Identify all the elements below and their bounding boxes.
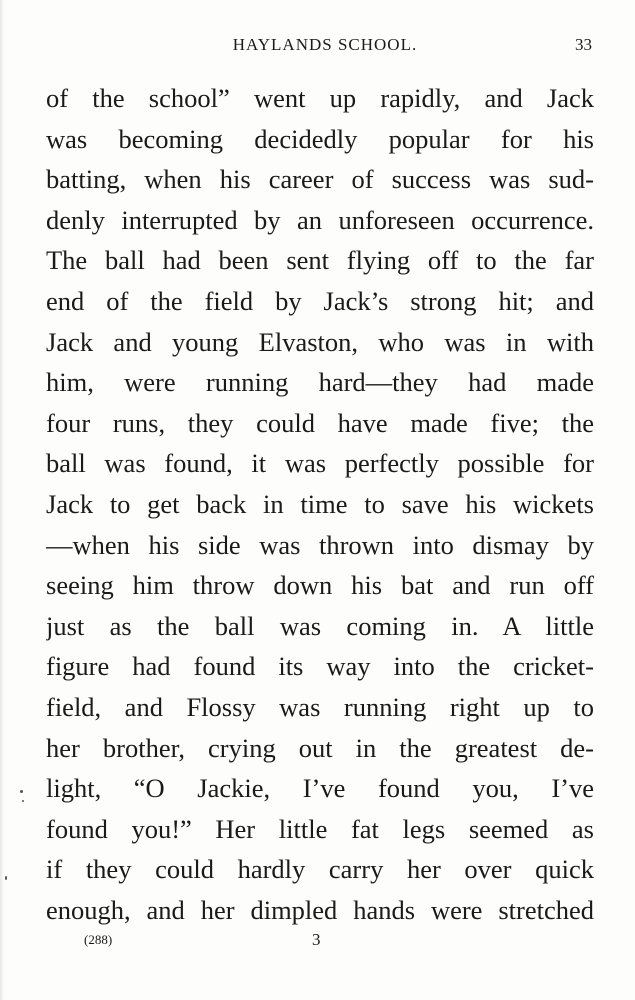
sheet-number: 3	[312, 930, 321, 949]
text-line: of the school” went up rapidly, and Jack	[46, 83, 594, 113]
text-line: The ball had been sent flying off to the far	[46, 245, 594, 276]
text-line: field, and Flossy was running right up to	[46, 691, 594, 722]
text-line: light, “O Jackie, I’ve found you, I’ve	[46, 773, 594, 804]
text-line: —when his side was thrown into dismay by	[46, 529, 594, 560]
text-line: Jack and young Elvaston, who was in with	[46, 326, 594, 357]
running-head	[46, 35, 594, 57]
print-speck	[5, 876, 7, 880]
text-line: just as the ball was coming in. A little	[46, 610, 594, 641]
text-line: four runs, they could have made five; the	[46, 407, 594, 438]
text-line: batting, when his career of success was sud-	[46, 164, 594, 195]
text-line: enough, and her dimpled hands were stretched	[46, 894, 594, 925]
body-text	[46, 78, 594, 930]
page-number: 33	[575, 35, 592, 54]
text-line: if they could hardly carry her over quick	[46, 854, 594, 885]
text-line: seeing him throw down his bat and run off	[46, 570, 594, 601]
printer-signature: (288)	[84, 932, 113, 947]
running-head-title: HAYLANDS SCHOOL.	[232, 35, 418, 54]
text-line: denly interrupted by an unforeseen occurrence.	[46, 204, 594, 235]
text-line: was becoming decidedly popular for his	[46, 123, 594, 154]
text-line: ball was found, it was perfectly possible for	[46, 448, 594, 479]
page-edge-shadow	[0, 0, 4, 1000]
text-line: Jack to get back in time to save his wickets	[46, 488, 594, 519]
text-line: end of the field by Jack’s strong hit; and	[46, 285, 594, 316]
text-line: her brother, crying out in the greatest de-	[46, 732, 594, 763]
print-speck	[20, 790, 23, 793]
text-line: found you!” Her little fat legs seemed as	[46, 813, 594, 844]
text-line: him, were running hard—they had made	[46, 367, 594, 398]
text-line: figure had found its way into the cricket-	[46, 651, 594, 682]
print-speck	[22, 800, 24, 802]
